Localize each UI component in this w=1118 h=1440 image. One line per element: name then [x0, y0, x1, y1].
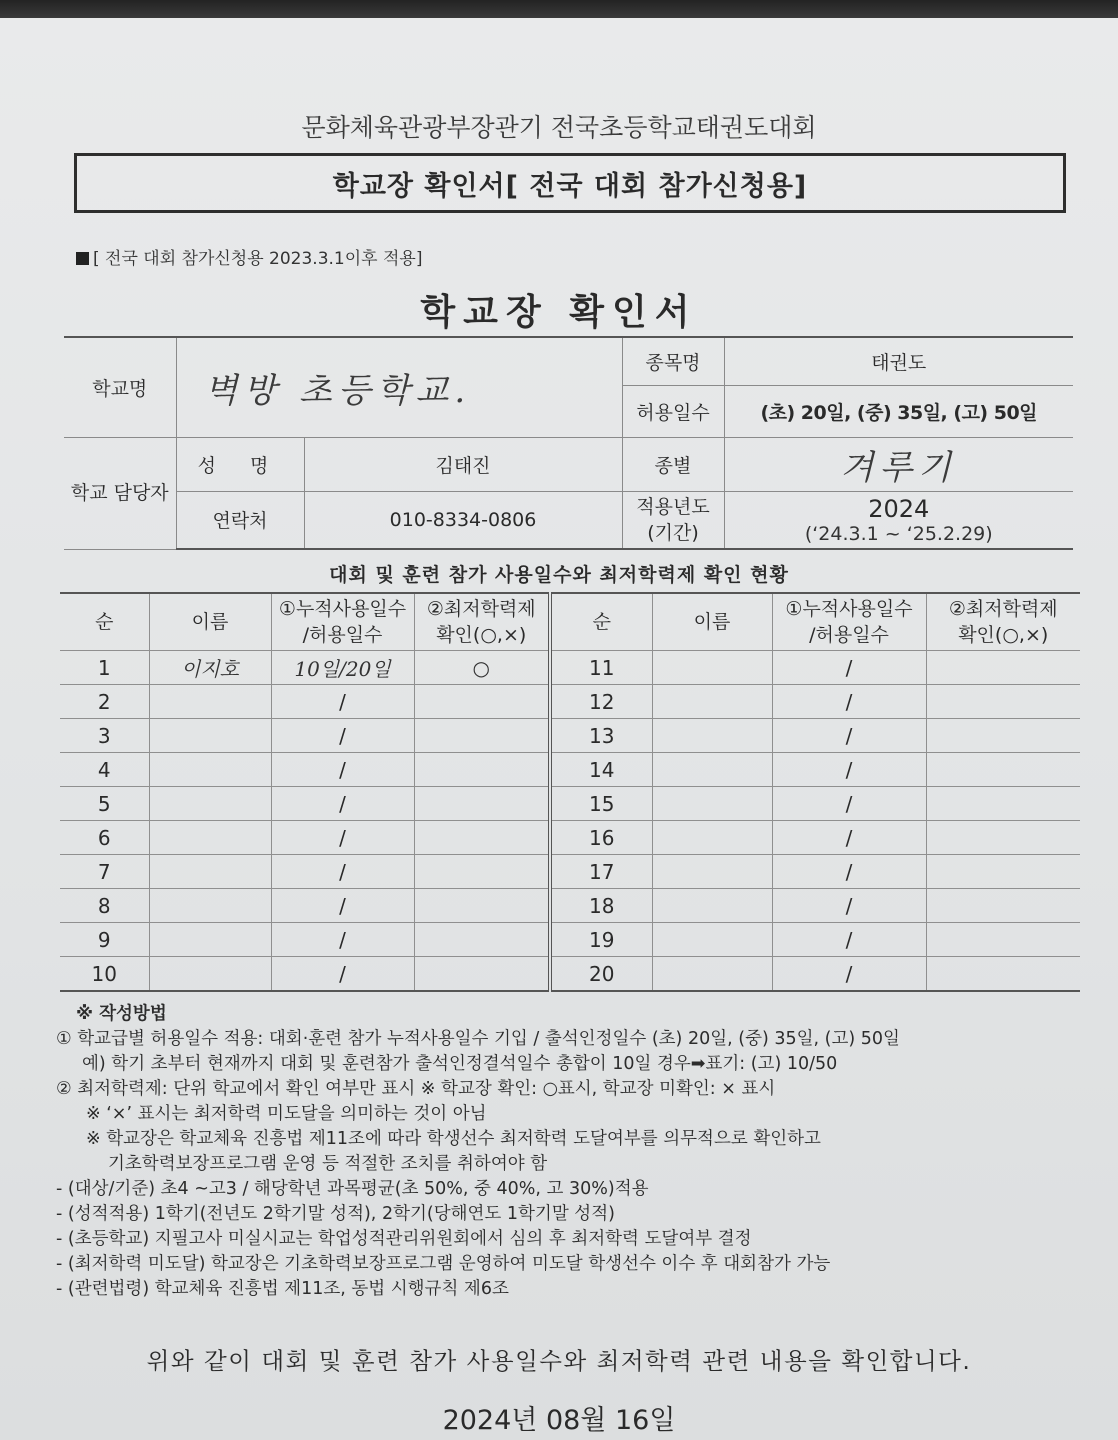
- row-check-cell: [414, 753, 550, 787]
- row-days-cell: /: [772, 719, 926, 753]
- category-value: [724, 437, 1073, 491]
- info-table: [64, 336, 1073, 550]
- row-name-cell: [652, 855, 772, 889]
- row-name-cell: [652, 889, 772, 923]
- row-days-cell: /: [271, 957, 414, 992]
- row-check-cell: [926, 753, 1080, 787]
- name-label: 성 명: [176, 437, 304, 491]
- header-days-right: [772, 593, 926, 651]
- row-check-cell: [414, 923, 550, 957]
- row-name-cell: [652, 753, 772, 787]
- school-label: 학교명: [64, 337, 176, 437]
- manager-label: 학교 담당자: [64, 437, 176, 549]
- row-days-cell: /: [271, 753, 414, 787]
- table-row: [60, 685, 1080, 719]
- row-no-cell: 12: [550, 685, 652, 719]
- note-line: ※ 학교장은 학교체육 진흥법 제11조에 따라 학생선수 최저학력 도달여부를 의무적으로 확인하고: [86, 1129, 821, 1149]
- row-check-cell: [926, 889, 1080, 923]
- row-name-cell: 이지호: [149, 651, 271, 685]
- allowed-days-label: 허용일수: [622, 385, 724, 437]
- header-days-line2: /허용일수: [302, 624, 383, 646]
- allowed-days-value: (초) 20일, (중) 35일, (고) 50일: [724, 385, 1073, 437]
- note-line: - (성적적용) 1학기(전년도 2학기말 성적), 2학기(당해연도 1학기말 성적): [56, 1204, 615, 1224]
- row-no-cell: 16: [550, 821, 652, 855]
- row-name-cell: [652, 719, 772, 753]
- main-title: 학교장 확인서: [420, 292, 698, 333]
- event-value: 태권도: [724, 337, 1073, 385]
- header-days-line1: ①누적사용일수: [785, 598, 913, 620]
- row-check-cell: [414, 719, 550, 753]
- category-label: 종별: [622, 437, 724, 491]
- header-no-right: 순: [550, 593, 652, 651]
- note-line: - (관련법령) 학교체육 진흥법 제11조, 동법 시행규칙 제6조: [56, 1279, 509, 1299]
- year-label: 적용년도 (기간): [622, 491, 724, 549]
- header-check-line1: ②최저학력제: [948, 598, 1058, 620]
- row-days-cell: /: [271, 821, 414, 855]
- row-no-cell: 17: [550, 855, 652, 889]
- row-days-cell: /: [772, 753, 926, 787]
- row-days-cell: /: [271, 719, 414, 753]
- row-no-cell: 15: [550, 787, 652, 821]
- row-name-cell: [149, 685, 271, 719]
- row-no-cell: 6: [60, 821, 149, 855]
- header-check-line2: 확인(○,×): [436, 624, 527, 646]
- header-check-right: [926, 593, 1080, 651]
- row-days-cell: /: [772, 685, 926, 719]
- row-check-cell: ○: [414, 651, 550, 685]
- row-no-cell: 8: [60, 889, 149, 923]
- table-row: [60, 889, 1080, 923]
- period-value: (‘24.3.1 ~ ‘25.2.29): [804, 522, 993, 545]
- row-no-cell: 19: [550, 923, 652, 957]
- header-name-left: 이름: [149, 593, 271, 651]
- notice-text: [ 전국 대회 참가신청용 2023.3.1이후 적용]: [93, 249, 423, 269]
- row-check-cell: [414, 685, 550, 719]
- row-days-cell: /: [271, 923, 414, 957]
- row-no-cell: 3: [60, 719, 149, 753]
- applicability-notice: [76, 244, 422, 269]
- bullet-square-icon: [76, 252, 89, 265]
- row-days-cell: /: [772, 889, 926, 923]
- row-name-cell: [149, 753, 271, 787]
- row-no-cell: 7: [60, 855, 149, 889]
- note-line: - (최저학력 미도달) 학교장은 기초학력보장프로그램 운영하여 미도달 학생선수 이수 후 대회참가 가능: [56, 1254, 831, 1274]
- row-no-cell: 14: [550, 753, 652, 787]
- section-title: 대회 및 훈련 참가 사용일수와 최저학력제 확인 현황: [329, 564, 789, 586]
- note-line: 기초학력보장프로그램 운영 등 적절한 조치를 취하여야 함: [108, 1154, 548, 1174]
- row-check-cell: [414, 889, 550, 923]
- row-no-cell: 2: [60, 685, 149, 719]
- contact-value: 010-8334-0806: [304, 491, 622, 549]
- row-days-cell: /: [772, 787, 926, 821]
- document-title: 학교장 확인서[ 전국 대회 참가신청용]: [74, 153, 1066, 213]
- photo-top-edge: [0, 0, 1118, 18]
- row-days-cell: /: [772, 821, 926, 855]
- row-name-cell: [652, 923, 772, 957]
- notes-heading: ※ 작성방법: [76, 1004, 167, 1024]
- row-check-cell: [414, 787, 550, 821]
- row-name-cell: [149, 787, 271, 821]
- table-row: [60, 923, 1080, 957]
- writing-instructions: [56, 1002, 1066, 1302]
- table-row: [60, 719, 1080, 753]
- contact-label: 연락처: [176, 491, 304, 549]
- year-cell: [724, 491, 1073, 549]
- row-check-cell: [926, 821, 1080, 855]
- row-no-cell: 4: [60, 753, 149, 787]
- row-check-cell: [926, 957, 1080, 992]
- row-no-cell: 11: [550, 651, 652, 685]
- row-days-cell: /: [271, 787, 414, 821]
- row-days-cell: /: [271, 685, 414, 719]
- row-days-cell: /: [772, 923, 926, 957]
- header-no-left: 순: [60, 593, 149, 651]
- row-no-cell: 18: [550, 889, 652, 923]
- row-days-cell: /: [271, 855, 414, 889]
- row-no-cell: 1: [60, 651, 149, 685]
- school-value: [176, 337, 622, 437]
- row-name-cell: [149, 957, 271, 992]
- row-days-cell: /: [772, 651, 926, 685]
- row-name-cell: [652, 821, 772, 855]
- table-row: [60, 787, 1080, 821]
- school-value-text: 벽방 초등학교.: [204, 370, 472, 411]
- participation-table: [60, 592, 1080, 992]
- note-line: - (초등학교) 지필고사 미실시교는 학업성적관리위원회에서 심의 후 최저학력 도달여부 결정: [56, 1229, 752, 1249]
- note-line: 예) 학기 초부터 현재까지 대회 및 훈련참가 출석인정결석일수 총합이 10일 경우➡표기: (고) 10/50: [82, 1054, 838, 1074]
- row-name-cell: [652, 685, 772, 719]
- table-row: [60, 821, 1080, 855]
- row-check-cell: [414, 957, 550, 992]
- table-row: [60, 651, 1080, 685]
- row-no-cell: 9: [60, 923, 149, 957]
- row-name-cell: [149, 855, 271, 889]
- table-row: [60, 753, 1080, 787]
- document-date: 2024년 08월 16일: [442, 1405, 676, 1436]
- name-value: 김태진: [304, 437, 622, 491]
- header-days-left: [271, 593, 414, 651]
- table-row: [60, 957, 1080, 992]
- header-name-right: 이름: [652, 593, 772, 651]
- row-check-cell: [926, 719, 1080, 753]
- table-row: [60, 855, 1080, 889]
- row-check-cell: [926, 651, 1080, 685]
- row-check-cell: [926, 923, 1080, 957]
- header-check-left: [414, 593, 550, 651]
- note-line: ① 학교급별 허용일수 적용: 대회·훈련 참가 누적사용일수 기입 / 출석인정일수 (초) 20일, (중) 35일, (고) 50일: [56, 1029, 900, 1049]
- row-name-cell: [149, 821, 271, 855]
- row-name-cell: [149, 889, 271, 923]
- row-days-cell: /: [772, 855, 926, 889]
- row-name-cell: [652, 651, 772, 685]
- note-line: ② 최저학력제: 단위 학교에서 확인 여부만 표시 ※ 학교장 확인: ○표시, 학교장 미확인: × 표시: [56, 1079, 776, 1099]
- row-name-cell: [149, 923, 271, 957]
- competition-header: 문화체육관광부장관기 전국초등학교태권도대회: [301, 113, 817, 142]
- row-check-cell: [414, 821, 550, 855]
- closing-statement: 위와 같이 대회 및 훈련 참가 사용일수와 최저학력 관련 내용을 확인합니다.: [146, 1347, 972, 1375]
- row-no-cell: 20: [550, 957, 652, 992]
- row-no-cell: 10: [60, 957, 149, 992]
- row-days-cell: 10일/20일: [271, 651, 414, 685]
- note-line: ※ ‘×’ 표시는 최저학력 미도달을 의미하는 것이 아님: [86, 1104, 487, 1124]
- row-name-cell: [149, 719, 271, 753]
- header-check-line2: 확인(○,×): [958, 624, 1049, 646]
- row-no-cell: 13: [550, 719, 652, 753]
- row-days-cell: /: [271, 889, 414, 923]
- row-name-cell: [652, 957, 772, 992]
- row-check-cell: [926, 855, 1080, 889]
- header-days-line1: ①누적사용일수: [278, 598, 407, 620]
- note-line: - (대상/기준) 초4 ~고3 / 해당학년 과목평균(초 50%, 중 40%, 고 30%)적용: [56, 1179, 649, 1199]
- row-no-cell: 5: [60, 787, 149, 821]
- year-value: 2024: [868, 494, 930, 523]
- row-check-cell: [414, 855, 550, 889]
- row-days-cell: /: [772, 957, 926, 992]
- category-value-text: 겨루기: [840, 447, 958, 488]
- row-check-cell: [926, 787, 1080, 821]
- header-check-line1: ②최저학력제: [426, 598, 536, 620]
- event-label: 종목명: [622, 337, 724, 385]
- header-days-line2: /허용일수: [809, 624, 889, 646]
- row-name-cell: [652, 787, 772, 821]
- row-check-cell: [926, 685, 1080, 719]
